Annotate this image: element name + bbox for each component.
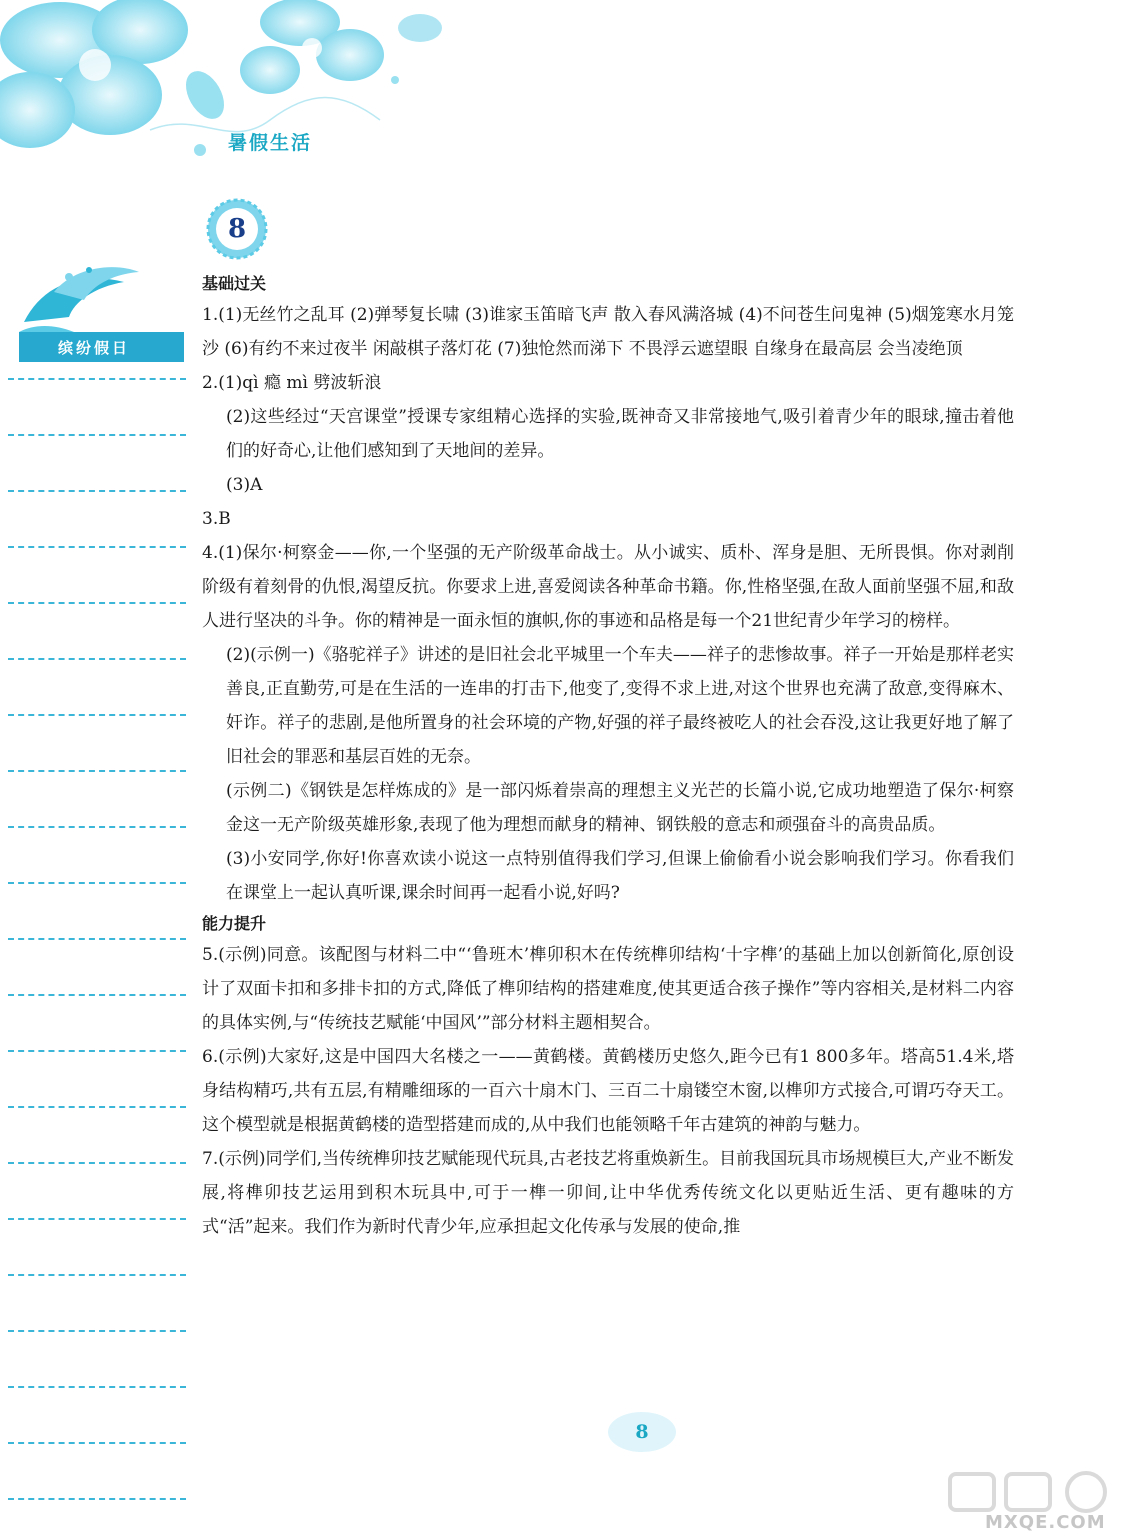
note-line (8, 1498, 186, 1500)
note-line (8, 1330, 186, 1332)
note-line (8, 1106, 186, 1108)
note-line (8, 1386, 186, 1388)
watermark-text: MXQE.COM (985, 1512, 1106, 1533)
section-title: 能力提升 (202, 914, 267, 933)
answer-line: 6.(示例)大家好,这是中国四大名楼之一——黄鹤楼。黄鹤楼历史悠久,距今已有1 800多年。塔高51.4米,塔身结构精巧,共有五层,有精雕细琢的一百六十扇木门、三百二十扇镂空木窗,以榫卯方式接合,可谓巧夺天工。这个模型就是根据黄鹤楼的造型搭建而成的,从中我们也能领略千年古建筑的神韵与魅力。 (202, 1047, 1014, 1135)
answer-line: 4.(1)保尔·柯察金——你,一个坚强的无产阶级革命战士。从小诚实、质朴、浑身是胆、无所畏惧。你对剥削阶级有着刻骨的仇恨,渴望反抗。你要求上进,喜爱阅读各种革命书籍。你,性格坚强,在敌人面前坚强不屈,和敌人进行坚决的斗争。你的精神是一面永恒的旗帜,你的事迹和品格是每一个21世纪青少年学习的榜样。 (202, 543, 1014, 631)
note-line (8, 602, 186, 604)
note-line (8, 770, 186, 772)
answer-item (202, 366, 1014, 502)
answer-line: (3)A (226, 475, 263, 495)
answer-item (202, 502, 1014, 536)
note-line (8, 1274, 186, 1276)
note-line (8, 378, 186, 380)
note-line (8, 546, 186, 548)
note-line (8, 994, 186, 996)
answer-item (202, 298, 1014, 366)
answer-line: 5.(示例)同意。该配图与材料二中“‘鲁班木’榫卯积木在传统榫卯结构‘十字榫’的基础上加以创新简化,原创设计了双面卡扣和多排卡扣的方式,降低了榫卯结构的搭建难度,使其更适合孩子操作”等内容相关,是材料二内容的具体实例,与“传统技艺赋能‘中国风’”部分材料主题相契合。 (202, 945, 1014, 1033)
answer-item (202, 1142, 1014, 1244)
page-header-title: 暑假生活 (228, 132, 313, 154)
note-line (8, 714, 186, 716)
answer-line: 1.(1)无丝竹之乱耳 (2)弹琴复长啸 (3)谁家玉笛暗飞声 散入春风满洛城 (4)不问苍生问鬼神 (5)烟笼寒水月笼沙 (6)有约不来过夜半 闲敲棋子落灯花 (7)独怆然而涕下 不畏浮云遮望眼 自缘身在最高层 会当凌绝顶 (202, 305, 1014, 359)
sidebar (0, 0, 190, 1536)
note-line (8, 1218, 186, 1220)
answer-item (202, 536, 1014, 910)
lesson-number: 8 (227, 214, 247, 244)
note-line (8, 658, 186, 660)
section-title: 基础过关 (202, 274, 267, 293)
sidebar-label: 缤纷假日 (58, 339, 131, 357)
note-line (8, 938, 186, 940)
note-line (8, 826, 186, 828)
answer-line: (2)这些经过“天宫课堂”授课专家组精心选择的实验,既神奇又非常接地气,吸引着青少年的眼球,撞击着他们的好奇心,让他们感知到了天地间的差异。 (226, 407, 1015, 461)
answer-line: 3.B (202, 509, 231, 529)
answer-line: (示例二)《钢铁是怎样炼成的》是一部闪烁着崇高的理想主义光芒的长篇小说,它成功地塑造了保尔·柯察金这一无产阶级英雄形象,表现了他为理想而献身的精神、钢铁般的意志和顽强奋斗的高贵品质。 (226, 781, 1014, 835)
page-number: 8 (635, 1421, 649, 1443)
note-line (8, 882, 186, 884)
answer-line: (2)(示例一)《骆驼祥子》讲述的是旧社会北平城里一个车夫——祥子的悲惨故事。祥子一开始是那样老实善良,正直勤劳,可是在生活的一连串的打击下,他变了,变得不求上进,对这个世界也充满了敌意,变得麻木、奸诈。祥子的悲剧,是他所置身的社会环境的产物,好强的祥子最终被吃人的社会吞没,这让我更好地了解了旧社会的罪恶和基层百姓的无奈。 (226, 645, 1014, 767)
answer-item (202, 938, 1014, 1040)
answer-item (202, 1040, 1014, 1142)
flower-small-icon (240, 0, 384, 94)
note-line (8, 434, 186, 436)
note-line (8, 1442, 186, 1444)
answer-line: 2.(1)qì 瘾 mì 劈波斩浪 (202, 373, 382, 393)
note-line (8, 1050, 186, 1052)
answer-line: (3)小安同学,你好!你喜欢读小说这一点特别值得我们学习,但课上偷偷看小说会影响我们学习。你看我们在课堂上一起认真听课,课余时间再一起看小说,好吗? (226, 849, 1014, 903)
note-line (8, 1162, 186, 1164)
note-line (8, 490, 186, 492)
answer-content (202, 270, 1014, 1244)
answer-line: 7.(示例)同学们,当传统榫卯技艺赋能现代玩具,古老技艺将重焕新生。目前我国玩具市场规模巨大,产业不断发展,将榫卯技艺运用到积木玩具中,可于一榫一卯间,让中华优秀传统文化以更贴近生活、更有趣味的方式“活”起来。我们作为新时代青少年,应承担起文化传承与发展的使命,推 (202, 1149, 1014, 1237)
